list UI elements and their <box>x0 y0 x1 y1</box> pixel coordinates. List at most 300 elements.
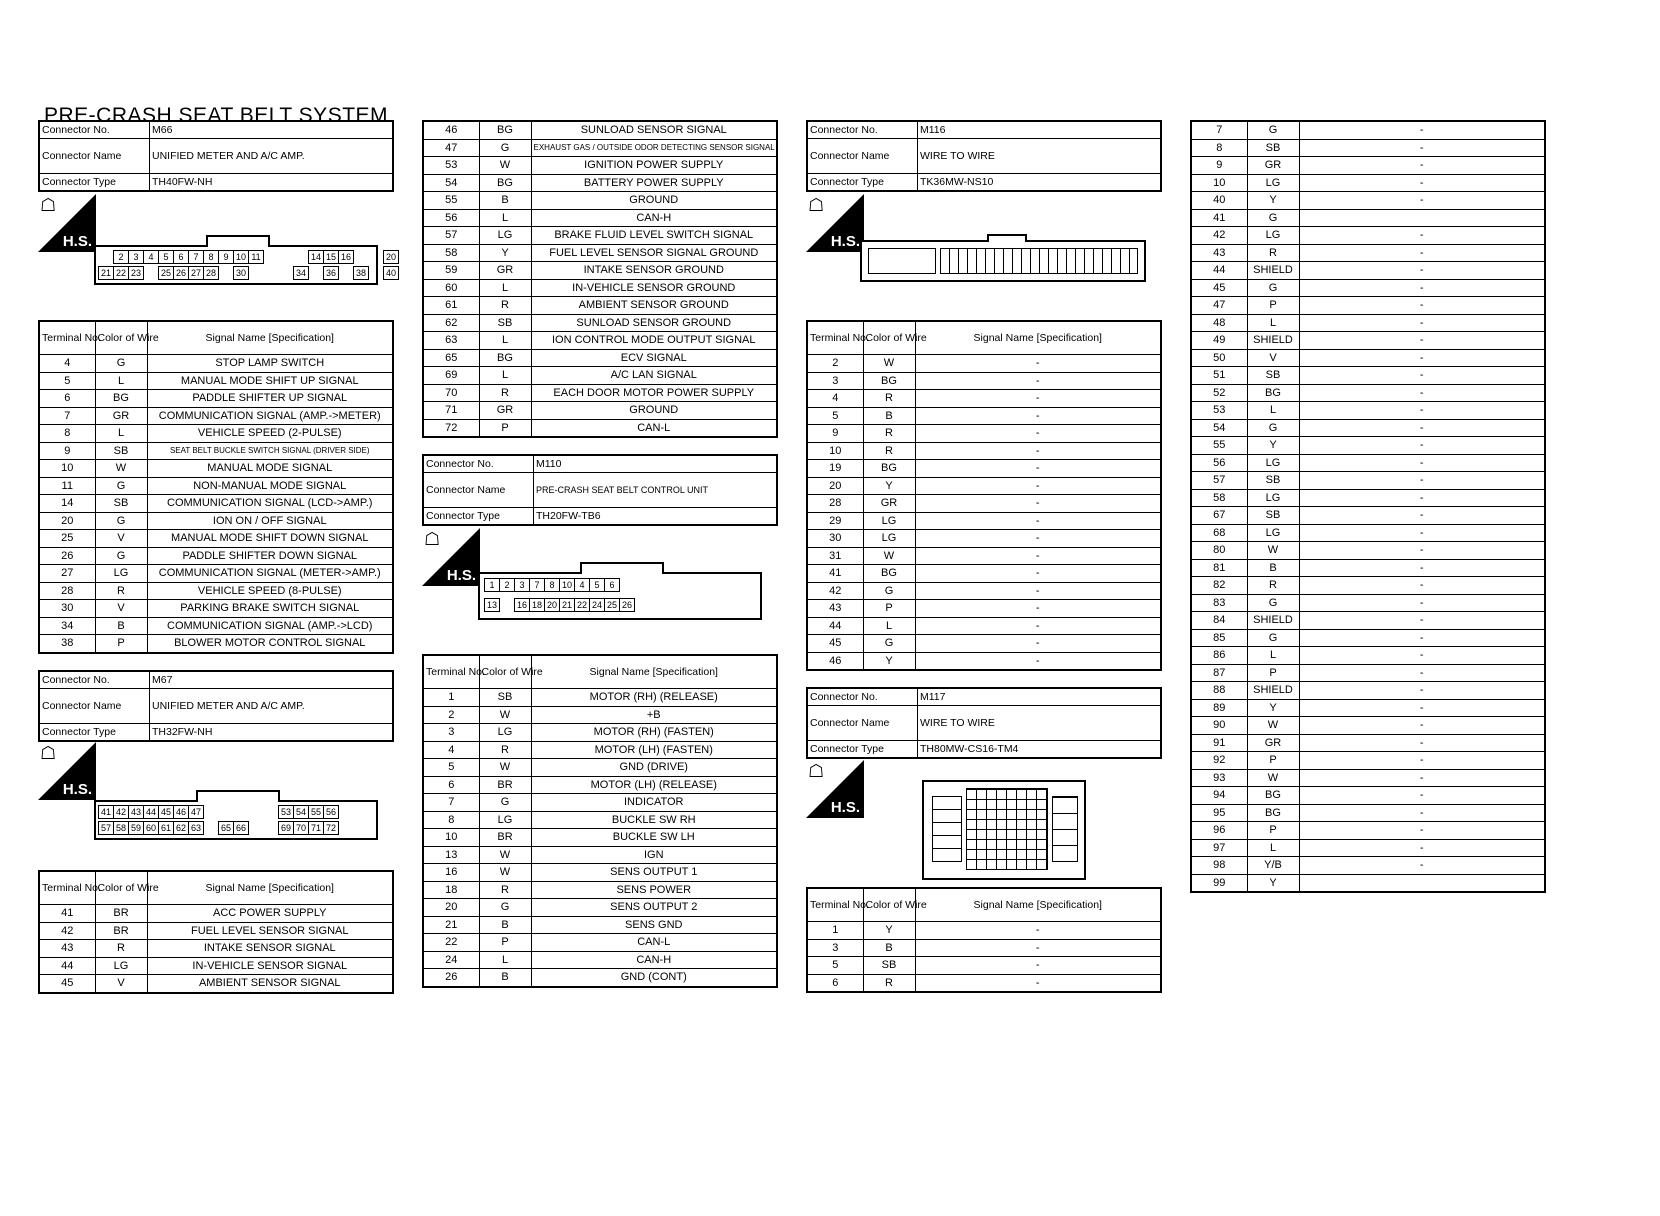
terminal-no-cell: 42 <box>807 582 863 600</box>
table-row <box>1191 577 1545 595</box>
wire-color-cell: SB <box>863 957 915 975</box>
table-row <box>1191 489 1545 507</box>
table-row <box>423 332 777 350</box>
signal-name-cell: EXHAUST GAS / OUTSIDE ODOR DETECTING SENSOR SIGNAL <box>531 139 777 157</box>
signal-name-cell: COMMUNICATION SIGNAL (AMP.->METER) <box>147 407 393 425</box>
connector-pin: 10 <box>559 578 575 592</box>
terminal-no-cell: 65 <box>423 349 479 367</box>
table-row <box>423 419 777 437</box>
wire-color-cell: BG <box>1247 787 1299 805</box>
signal-name-cell: - <box>1299 332 1545 350</box>
signal-name-cell: - <box>915 530 1161 548</box>
wire-color-cell: GR <box>1247 734 1299 752</box>
wire-color-cell: BR <box>95 922 147 940</box>
table-row <box>423 776 777 794</box>
signal-name-cell: - <box>1299 192 1545 210</box>
connector-pin: 20 <box>544 598 560 612</box>
connector-no-label: Connector No. <box>807 121 918 139</box>
terminal-no-cell: 31 <box>807 547 863 565</box>
connector-pin: 15 <box>323 250 339 264</box>
signal-name-cell: - <box>915 957 1161 975</box>
page-title: PRE-CRASH SEAT BELT SYSTEM <box>44 104 389 127</box>
signal-name-cell: - <box>1299 472 1545 490</box>
wire-color-cell: L <box>479 367 531 385</box>
signal-name-cell: - <box>1299 734 1545 752</box>
signal-name-cell: - <box>1299 717 1545 735</box>
table-row <box>807 460 1161 478</box>
connector-pin: 47 <box>188 805 204 819</box>
connector-pin: 55 <box>308 805 324 819</box>
signal-name-cell: - <box>915 372 1161 390</box>
connector-pin: 6 <box>173 250 189 264</box>
terminal-no-cell: 6 <box>423 776 479 794</box>
table-row <box>39 355 393 373</box>
wire-color-cell: P <box>1247 297 1299 315</box>
terminal-no-cell: 95 <box>1191 804 1247 822</box>
wire-color-cell: BR <box>95 905 147 923</box>
connector-no-value: M110 <box>534 455 778 473</box>
terminal-no-cell: 49 <box>1191 332 1247 350</box>
terminal-no-cell: 72 <box>423 419 479 437</box>
table-row <box>39 600 393 618</box>
table-row <box>423 899 777 917</box>
connector-pin: 4 <box>574 578 590 592</box>
wire-color-cell: W <box>1247 717 1299 735</box>
terminal-no-cell: 48 <box>1191 314 1247 332</box>
signal-name-cell: MANUAL MODE SHIFT DOWN SIGNAL <box>147 530 393 548</box>
connector-pin <box>248 821 264 835</box>
connector-pin: 69 <box>278 821 294 835</box>
table-row <box>39 495 393 513</box>
m110-pins-top <box>484 578 619 592</box>
connector-pin: 16 <box>338 250 354 264</box>
table-row <box>807 372 1161 390</box>
table-row <box>1191 804 1545 822</box>
terminal-no-header: Terminal No. <box>807 888 863 922</box>
connector-pin: 42 <box>113 805 129 819</box>
signal-name-cell: - <box>1299 647 1545 665</box>
m67-connector-diagram <box>94 800 378 840</box>
connector-type-value: TK36MW-NS10 <box>918 174 1162 192</box>
terminal-no-cell: 3 <box>423 724 479 742</box>
table-row <box>1191 787 1545 805</box>
wire-color-cell: L <box>1247 314 1299 332</box>
terminal-no-cell: 94 <box>1191 787 1247 805</box>
signal-name-cell: - <box>1299 174 1545 192</box>
connector-pin: 45 <box>158 805 174 819</box>
terminal-no-cell: 82 <box>1191 577 1247 595</box>
connector-pin: 8 <box>544 578 560 592</box>
connector-pin: 24 <box>589 598 605 612</box>
terminal-no-cell: 8 <box>39 425 95 443</box>
connector-name-label: Connector Name <box>39 689 150 724</box>
connector-pin <box>353 250 369 264</box>
signal-name-cell: - <box>915 617 1161 635</box>
wire-color-cell: BG <box>479 174 531 192</box>
connector-pin <box>308 266 324 280</box>
wire-color-cell: SHIELD <box>1247 682 1299 700</box>
table-row <box>1191 682 1545 700</box>
table-row <box>1191 367 1545 385</box>
table-row <box>1191 314 1545 332</box>
table-row <box>1191 524 1545 542</box>
table-row <box>39 975 393 993</box>
table-row <box>807 442 1161 460</box>
signal-name-cell: GROUND <box>531 402 777 420</box>
connector-pin: 4 <box>143 250 159 264</box>
terminal-no-cell: 45 <box>39 975 95 993</box>
signal-header: Signal Name [Specification] <box>531 655 777 689</box>
signal-name-cell: SENS OUTPUT 2 <box>531 899 777 917</box>
wire-color-cell: SB <box>95 442 147 460</box>
wire-color-cell: SB <box>479 314 531 332</box>
table-row <box>423 244 777 262</box>
signal-name-cell: BUCKLE SW LH <box>531 829 777 847</box>
terminal-no-cell: 84 <box>1191 612 1247 630</box>
harness-side-icon: ☖ H.S. <box>38 194 96 252</box>
signal-name-cell: - <box>1299 402 1545 420</box>
wire-color-cell: LG <box>479 227 531 245</box>
harness-side-icon: ☖ H.S. <box>38 742 96 800</box>
signal-name-cell: MANUAL MODE SIGNAL <box>147 460 393 478</box>
wire-color-cell: P <box>1247 752 1299 770</box>
m117-terminal-table <box>806 887 1162 993</box>
terminal-no-cell: 9 <box>1191 157 1247 175</box>
connector-pin: 41 <box>98 805 114 819</box>
connector-pin: 60 <box>143 821 159 835</box>
table-row <box>1191 664 1545 682</box>
wire-color-cell: LG <box>1247 174 1299 192</box>
table-row <box>39 442 393 460</box>
wire-color-cell: LG <box>863 530 915 548</box>
table-row <box>1191 384 1545 402</box>
table-row <box>807 652 1161 670</box>
signal-name-cell: INTAKE SENSOR GROUND <box>531 262 777 280</box>
color-header: Color of Wire <box>479 655 531 689</box>
table-row <box>1191 139 1545 157</box>
terminal-no-cell: 93 <box>1191 769 1247 787</box>
terminal-no-header: Terminal No. <box>423 655 479 689</box>
signal-name-cell: - <box>915 512 1161 530</box>
wire-color-cell: G <box>863 582 915 600</box>
connector-pin: 26 <box>173 266 189 280</box>
terminal-no-cell: 47 <box>1191 297 1247 315</box>
signal-name-cell: +B <box>531 706 777 724</box>
signal-name-cell: - <box>1299 682 1545 700</box>
table-row <box>423 881 777 899</box>
terminal-no-cell: 59 <box>423 262 479 280</box>
table-row <box>807 512 1161 530</box>
wire-color-cell: Y <box>863 477 915 495</box>
table-row <box>1191 192 1545 210</box>
wire-color-cell: B <box>95 617 147 635</box>
terminal-no-cell: 83 <box>1191 594 1247 612</box>
terminal-no-cell: 30 <box>39 600 95 618</box>
terminal-no-cell: 26 <box>39 547 95 565</box>
signal-name-cell: - <box>1299 507 1545 525</box>
wire-color-cell: B <box>479 192 531 210</box>
signal-name-cell: - <box>915 390 1161 408</box>
signal-name-cell: SUNLOAD SENSOR GROUND <box>531 314 777 332</box>
signal-name-cell: FUEL LEVEL SENSOR SIGNAL <box>147 922 393 940</box>
wire-color-cell: R <box>1247 577 1299 595</box>
wire-color-cell: B <box>863 939 915 957</box>
signal-header: Signal Name [Specification] <box>915 321 1161 355</box>
table-row <box>1191 874 1545 892</box>
signal-name-cell: - <box>1299 787 1545 805</box>
terminal-no-cell: 7 <box>423 794 479 812</box>
wire-color-cell: R <box>863 390 915 408</box>
wire-color-cell: P <box>1247 664 1299 682</box>
terminal-no-cell: 44 <box>1191 262 1247 280</box>
terminal-no-cell: 21 <box>423 916 479 934</box>
wire-color-cell: Y <box>863 922 915 940</box>
table-row <box>807 547 1161 565</box>
wire-color-cell: R <box>479 384 531 402</box>
wire-color-cell: G <box>479 794 531 812</box>
connector-pin: 6 <box>604 578 620 592</box>
table-row <box>1191 472 1545 490</box>
table-row <box>423 157 777 175</box>
terminal-no-cell: 54 <box>1191 419 1247 437</box>
table-row <box>807 600 1161 618</box>
signal-name-cell: - <box>915 495 1161 513</box>
signal-name-cell: MOTOR (RH) (RELEASE) <box>531 689 777 707</box>
connector-pin: 26 <box>619 598 635 612</box>
m117-continued-table <box>1190 120 1546 893</box>
m66-terminal-table <box>38 320 394 654</box>
signal-name-cell: - <box>915 477 1161 495</box>
terminal-no-cell: 62 <box>423 314 479 332</box>
terminal-no-cell: 3 <box>807 939 863 957</box>
terminal-no-cell: 68 <box>1191 524 1247 542</box>
wire-color-cell: GR <box>479 402 531 420</box>
terminal-no-cell: 42 <box>1191 227 1247 245</box>
terminal-no-cell: 51 <box>1191 367 1247 385</box>
connector-pin: 30 <box>233 266 249 280</box>
terminal-no-cell: 11 <box>39 477 95 495</box>
terminal-no-cell: 80 <box>1191 542 1247 560</box>
signal-name-cell: GND (DRIVE) <box>531 759 777 777</box>
table-row <box>1191 542 1545 560</box>
signal-name-cell: - <box>1299 437 1545 455</box>
terminal-no-cell: 2 <box>807 355 863 373</box>
table-row <box>39 905 393 923</box>
m66-connector-diagram <box>94 245 396 285</box>
wire-color-cell: LG <box>863 512 915 530</box>
terminal-no-cell: 24 <box>423 951 479 969</box>
connector-pin: 18 <box>529 598 545 612</box>
signal-name-cell: - <box>1299 839 1545 857</box>
wire-color-cell: G <box>95 477 147 495</box>
terminal-no-cell: 45 <box>1191 279 1247 297</box>
wire-color-cell: LG <box>95 957 147 975</box>
signal-name-cell: - <box>1299 804 1545 822</box>
signal-name-cell: - <box>915 582 1161 600</box>
signal-name-cell: PARKING BRAKE SWITCH SIGNAL <box>147 600 393 618</box>
connector-pin: 10 <box>233 250 249 264</box>
terminal-no-cell: 56 <box>1191 454 1247 472</box>
signal-header: Signal Name [Specification] <box>147 321 393 355</box>
m110-terminal-table <box>422 654 778 988</box>
signal-name-cell: IN-VEHICLE SENSOR GROUND <box>531 279 777 297</box>
wire-color-cell: L <box>479 209 531 227</box>
terminal-no-cell: 46 <box>423 121 479 139</box>
wire-color-cell: SB <box>479 689 531 707</box>
signal-name-cell: CAN-L <box>531 419 777 437</box>
table-row <box>807 390 1161 408</box>
terminal-no-cell: 57 <box>1191 472 1247 490</box>
connector-pin <box>293 250 309 264</box>
terminal-no-cell: 20 <box>423 899 479 917</box>
connector-no-value: M66 <box>150 121 394 139</box>
wire-color-cell: GR <box>1247 157 1299 175</box>
terminal-no-cell: 87 <box>1191 664 1247 682</box>
signal-name-cell: - <box>915 407 1161 425</box>
m66-pins-bottom <box>98 266 398 280</box>
signal-name-cell: VEHICLE SPEED (8-PULSE) <box>147 582 393 600</box>
signal-name-cell: INTAKE SENSOR SIGNAL <box>147 940 393 958</box>
wire-color-cell: R <box>479 881 531 899</box>
table-row <box>423 864 777 882</box>
terminal-no-cell: 3 <box>807 372 863 390</box>
connector-pin: 43 <box>128 805 144 819</box>
color-header: Color of Wire <box>95 321 147 355</box>
terminal-no-cell: 5 <box>807 407 863 425</box>
signal-name-cell: - <box>1299 297 1545 315</box>
terminal-no-cell: 46 <box>807 652 863 670</box>
connector-pin <box>278 250 294 264</box>
wire-color-cell: V <box>95 530 147 548</box>
table-row <box>1191 454 1545 472</box>
connector-pin: 3 <box>128 250 144 264</box>
terminal-no-cell: 43 <box>807 600 863 618</box>
connector-pin <box>263 266 279 280</box>
signal-name-cell: - <box>1299 227 1545 245</box>
connector-no-value: M117 <box>918 688 1162 706</box>
terminal-no-cell: 86 <box>1191 647 1247 665</box>
signal-name-cell: EACH DOOR MOTOR POWER SUPPLY <box>531 384 777 402</box>
m110-pins-bottom <box>484 598 634 612</box>
wire-color-cell: P <box>479 419 531 437</box>
table-row <box>423 724 777 742</box>
wire-color-cell: Y <box>479 244 531 262</box>
terminal-no-header: Terminal No. <box>807 321 863 355</box>
wire-color-cell: R <box>479 741 531 759</box>
terminal-no-header: Terminal No. <box>39 321 95 355</box>
connector-no-label: Connector No. <box>423 455 534 473</box>
table-row <box>39 425 393 443</box>
table-row <box>423 227 777 245</box>
wire-color-cell: L <box>479 951 531 969</box>
terminal-no-cell: 2 <box>423 706 479 724</box>
connector-type-label: Connector Type <box>807 741 918 759</box>
connector-pin: 3 <box>514 578 530 592</box>
wire-color-cell: LG <box>95 565 147 583</box>
m110-connector-diagram <box>478 572 762 620</box>
wire-color-cell: P <box>1247 822 1299 840</box>
table-row <box>1191 227 1545 245</box>
table-row <box>423 759 777 777</box>
wire-color-cell: SB <box>95 495 147 513</box>
terminal-no-cell: 63 <box>423 332 479 350</box>
wire-color-cell: W <box>479 864 531 882</box>
signal-name-cell: ION ON / OFF SIGNAL <box>147 512 393 530</box>
wire-color-cell: G <box>1247 594 1299 612</box>
signal-name-cell: BLOWER MOTOR CONTROL SIGNAL <box>147 635 393 653</box>
terminal-no-cell: 44 <box>807 617 863 635</box>
wire-color-cell: B <box>479 969 531 987</box>
wire-color-cell: L <box>1247 647 1299 665</box>
table-row <box>423 139 777 157</box>
table-row <box>1191 839 1545 857</box>
terminal-no-cell: 10 <box>807 442 863 460</box>
table-row <box>807 530 1161 548</box>
table-row <box>1191 419 1545 437</box>
table-row <box>807 974 1161 992</box>
table-row <box>807 407 1161 425</box>
wire-color-cell: BG <box>863 565 915 583</box>
table-row <box>1191 262 1545 280</box>
wire-color-cell: GR <box>863 495 915 513</box>
connector-pin: 7 <box>188 250 204 264</box>
wire-color-cell: W <box>479 706 531 724</box>
terminal-no-cell: 97 <box>1191 839 1247 857</box>
wire-color-cell: G <box>95 512 147 530</box>
signal-name-cell: - <box>1299 542 1545 560</box>
signal-name-cell: SUNLOAD SENSOR SIGNAL <box>531 121 777 139</box>
table-row <box>807 495 1161 513</box>
connector-pin: 71 <box>308 821 324 835</box>
terminal-no-cell: 9 <box>807 425 863 443</box>
signal-name-cell: - <box>1299 857 1545 875</box>
table-row <box>39 922 393 940</box>
table-row <box>423 314 777 332</box>
signal-name-cell: CAN-H <box>531 951 777 969</box>
connector-pin: 40 <box>383 266 399 280</box>
wire-color-cell: G <box>479 139 531 157</box>
wire-color-cell: V <box>95 975 147 993</box>
signal-name-cell: - <box>1299 419 1545 437</box>
terminal-no-cell: 71 <box>423 402 479 420</box>
signal-name-cell: INDICATOR <box>531 794 777 812</box>
connector-pin: 13 <box>484 598 500 612</box>
signal-name-cell: SEAT BELT BUCKLE SWITCH SIGNAL (DRIVER SIDE) <box>147 442 393 460</box>
connector-pin <box>143 266 159 280</box>
terminal-no-cell: 9 <box>39 442 95 460</box>
connector-pin <box>263 805 279 819</box>
terminal-no-cell: 10 <box>39 460 95 478</box>
table-row <box>807 617 1161 635</box>
connector-pin <box>98 250 114 264</box>
wire-color-cell: W <box>479 846 531 864</box>
signal-name-cell: - <box>1299 157 1545 175</box>
connector-pin: 53 <box>278 805 294 819</box>
wire-color-cell: BR <box>479 776 531 794</box>
connector-pin <box>368 250 384 264</box>
signal-name-cell: GROUND <box>531 192 777 210</box>
harness-side-icon: ☖ H.S. <box>806 760 864 818</box>
wire-color-cell: R <box>863 974 915 992</box>
wire-color-cell: L <box>95 425 147 443</box>
table-row <box>39 477 393 495</box>
table-row <box>807 922 1161 940</box>
connector-pin: 7 <box>529 578 545 592</box>
terminal-no-cell: 16 <box>423 864 479 882</box>
terminal-no-cell: 1 <box>807 922 863 940</box>
terminal-no-cell: 1 <box>423 689 479 707</box>
terminal-no-cell: 18 <box>423 881 479 899</box>
